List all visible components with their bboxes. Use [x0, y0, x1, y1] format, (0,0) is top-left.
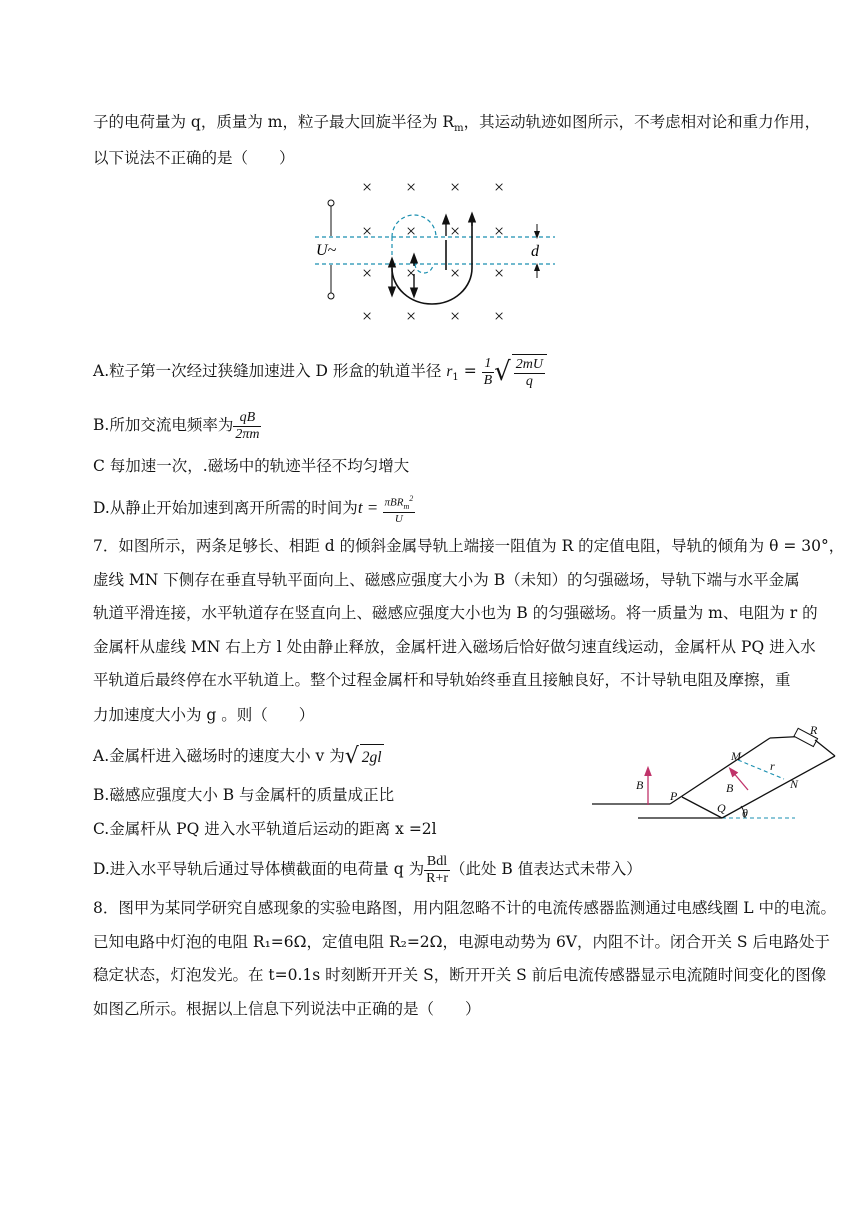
svg-text:Q: Q [717, 801, 726, 815]
svg-text:r: r [770, 759, 775, 773]
svg-text:×: × [450, 177, 461, 197]
q7-stem-line2: 虚线 MN 下侧存在垂直导轨平面向上、磁感应强度大小为 B（未知）的匀强磁场，导轨下端与水平金属 [93, 571, 800, 589]
q6-stem-line1: 子的电荷量为 q，质量为 m，粒子最大回旋半径为 $R_m$，其运动轨迹如图所示，不考虑相对论和重力作用， [93, 113, 821, 135]
svg-text:M: M [731, 749, 741, 763]
q7-stem-line4: 金属杆从虚线 MN 右上方 l 处由静止释放，金属杆进入磁场后恰好做匀速直线运动，金属杆从 PQ 进入水 [93, 638, 816, 656]
svg-text:×: × [494, 221, 505, 241]
q6-option-a[interactable]: A.粒子第一次经过狭缝加速进入 D 形盒的轨道半径 $r_1$ = $\frac{1}{B}$ √ $\frac{2mU}{q}$ [93, 354, 547, 388]
svg-text:P: P [670, 789, 678, 803]
svg-text:×: × [362, 221, 373, 241]
svg-text:×: × [494, 263, 505, 283]
svg-text:θ: θ [742, 806, 748, 820]
q6-option-c[interactable]: C 每加速一次，.磁场中的轨迹半径不均匀增大 [93, 457, 410, 475]
q7-option-a[interactable]: A.金属杆进入磁场时的速度大小 v 为√ 2gl [93, 744, 382, 769]
q8-stem-line1: 8．图甲为某同学研究自感现象的实验电路图，用内阻忽略不计的电流传感器监测通过电感线圈 L 中的电流。 [93, 899, 837, 917]
svg-text:×: × [450, 263, 461, 283]
svg-text:×: × [494, 177, 505, 197]
svg-text:N: N [790, 777, 799, 791]
q7-stem-line5: 平轨道后最终停在水平轨道上。整个过程金属杆和导轨始终垂直且接触良好，不计导轨电阻及摩擦，重 [93, 671, 791, 689]
svg-text:×: × [362, 263, 373, 283]
q6-option-b[interactable]: B.所加交流电频率为 $\frac{qB}{2\pi m}$ [93, 409, 260, 442]
u-label: U~ [316, 242, 337, 259]
q7-option-d[interactable]: D.进入水平导轨后通过导体横截面的电荷量 q 为 $\frac{\text{Bdl}}{R+r}$ （此处 B 值表达式未带入） [93, 853, 642, 886]
q7-option-b[interactable]: B.磁感应强度大小 B 与金属杆的质量成正比 [93, 786, 395, 804]
svg-text:×: × [494, 306, 505, 326]
svg-text:B: B [726, 781, 734, 795]
svg-text:×: × [362, 306, 373, 326]
q7-stem-line6: 力加速度大小为 g 。则（ ） [93, 706, 315, 724]
q7-stem-line3: 轨道平滑连接，水平轨道存在竖直向上、磁感应强度大小也为 B 的匀强磁场。将一质量为 m、电阻为 r 的 [93, 604, 818, 622]
q8-stem-line4: 如图乙所示。根据以上信息下列说法中正确的是（ ） [93, 1000, 481, 1018]
q6-option-d[interactable]: D.从静止开始加速到离开所需的时间为t = $\frac{\pi BR_m^2}{U}$ [93, 493, 414, 526]
q7-option-c[interactable]: C.金属杆从 PQ 进入水平轨道后运动的距离 x =2l [93, 820, 437, 838]
q8-stem-line3: 稳定状态，灯泡发光。在 t=0.1s 时刻断开开关 S，断开开关 S 前后电流传感器显示电流随时间变化的图像 [93, 966, 827, 984]
svg-text:×: × [450, 221, 461, 241]
svg-text:×: × [406, 306, 417, 326]
q8-stem-line2: 已知电路中灯泡的电阻 R₁=6Ω，定值电阻 R₂=2Ω，电源电动势为 6V，内阻不计。闭合开关 S 后电路处于 [93, 933, 830, 951]
svg-text:×: × [450, 306, 461, 326]
svg-text:×: × [406, 221, 417, 241]
svg-text:B: B [636, 778, 644, 792]
q7-stem-line1: 7．如图所示，两条足够长、相距 d 的倾斜金属导轨上端接一阻值为 R 的定值电阻，导轨的倾角为 θ = 30°， [93, 537, 845, 555]
d-label: d [531, 243, 539, 260]
svg-text:R: R [810, 723, 818, 737]
svg-text:×: × [406, 263, 417, 283]
q6-stem-line2: 以下说法不正确的是（ ） [93, 149, 295, 167]
svg-text:×: × [362, 177, 373, 197]
svg-text:×: × [406, 177, 417, 197]
